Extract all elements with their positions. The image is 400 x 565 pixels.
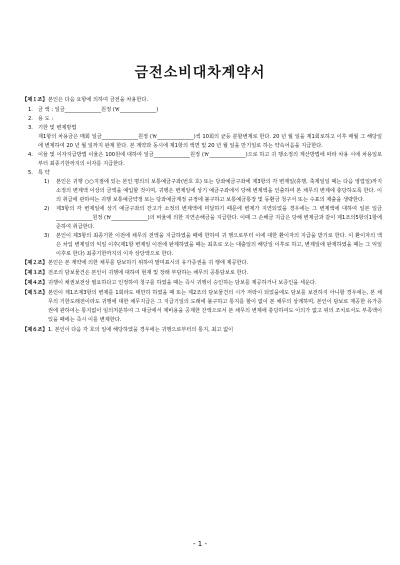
subitem-text: 제3항의 각 변제일에 상기 예금구좌의 잔고가 소정의 변제액에 미달하기 때문에 변제가 지연되었을 경우에는 그 변제액에 대하여 일본 일금______________원정 (￦______________)의 비율에 의한 지연손해금을 지급한다. 이때 그 손해금 지급은 당해 변제금과 같이 제1조의5항의1항에 준하여 취급한다. bbox=[56, 206, 382, 230]
article-5 bbox=[22, 289, 382, 325]
article-4 bbox=[22, 279, 382, 288]
article-text: 본인은 본 계약에 의한 채무를 담보하기 위하여 말미표시의 유가증권을 귀 행에 제공한다. bbox=[48, 260, 249, 266]
article-text: 1. 본인이 다음 각 호의 일에 해당하였을 경우에는 귀행으로부터의 통지, 최고 없이 bbox=[48, 327, 234, 333]
item-interest: 이율 및 이자지급방법 이율은 100원에 대하여 일금______________원정 (￦______________)으로 하고 귀 행소정의 계산방법에 따라 차용 시에 차용일로부터 최종기한까지의 이자를 지급한다. bbox=[38, 152, 382, 167]
item-repayment-heading: 기한 및 변제방법 bbox=[38, 125, 77, 131]
subitem-text: 본인은 귀행 ○○지점에 있는 본인 명의의 보통예금구좌(번호 호) 또는 당좌예금구좌에 제3항의 각 변제일(휴행, 축제일일 때는 다음 영업일)까지 소정의 변제액 이상의 금액을 예입할 것이며, 귀행은 변제일에 상기 예금구좌에서 당해 변제액을 인출하여 본 채무의 변제에 충당하도록 한다. 이의 취급에 관하여는 귀행 보통예금약정 또는 당좌예금계정 규정에 불구하고 보통예금통장 및 동환금 청구서 또는 수표의 제출을 생략한다. bbox=[56, 179, 382, 203]
article-label: 【제１조】 bbox=[22, 97, 48, 103]
list-item: 1. 금 액 : 일금______________원정 (￦______________) bbox=[22, 106, 382, 115]
article-text: 전조의 담보물건은 본인이 귀행에 대하여 현재 및 장래 부담하는 채무의 공통담보로 한다. bbox=[48, 270, 249, 276]
article-3 bbox=[22, 269, 382, 278]
article-label: 【제４조】 bbox=[22, 280, 48, 286]
item-purpose: 용 도 : bbox=[38, 116, 54, 122]
article-2 bbox=[22, 259, 382, 268]
article-label: 【제５조】 bbox=[22, 290, 48, 296]
list-item: 3. 기한 및 변제방법 bbox=[22, 124, 382, 133]
article-1 bbox=[22, 96, 382, 105]
item-special-terms: 특 약 bbox=[38, 170, 50, 176]
list-item: 4. 이율 및 이자지급방법 이율은 100원에 대하여 일금______________원정 (￦______________)으로 하고 귀 행소정의 계산방법에 따라 차용 시에 차용일로부터 최종기한까지의 이자를 지급한다. bbox=[28, 152, 382, 167]
subitem-text: 본인이 제3항의 최종기한 이전에 채무의 전액을 지급하였을 때에 한하여 귀 행으로부터 이에 대한 환이자의 지급을 받기로 한다. 이 환이자의 액은 차입 변제일의 익일 이후(제1항 변제일 이전에 완제하였을 때는 최초로 오는 대출일의 해당일 이후로 하고, 변제일에 완제하였을 때는 그 익일 이후로 한다) 최종기한까지의 이자 상당액으로 한다. bbox=[56, 233, 382, 257]
item-amount: 금 액 : 일금______________원정 (￦______________) bbox=[38, 107, 159, 113]
article-text: 본인은 다음 요항에 의하여 금전을 차용한다. bbox=[48, 97, 149, 103]
article-6 bbox=[22, 326, 382, 335]
list-item: 5. 특 약 bbox=[22, 169, 382, 178]
list-item: 2. 용 도 : bbox=[22, 115, 382, 124]
list-item: 2) 제3항의 각 변제일에 상기 예금구좌의 잔고가 소정의 변제액에 미달하기 때문에 변제가 지연되었을 경우에는 그 변제액에 대하여 일본 일금______________원정 (￦______________)의 비율에 의한 지연손해금을 지급한다. 이때 그 손해금 지급은 당해 변제금과 같이 제1조의5항의1항에 준하여 취급한다. bbox=[44, 206, 382, 230]
article-label: 【제２조】 bbox=[22, 260, 48, 266]
list-item: 3) 본인이 제3항의 최종기한 이전에 채무의 전액을 지급하였을 때에 한하여 귀 행으로부터 이에 대한 환이자의 지급을 받기로 한다. 이 환이자의 액은 차입 변제일의 익일 이후(제1항 변제일 이전에 완제하였을 때는 최초로 오는 대출일의 해당일 이후로 하고, 변제일에 완제하였을 때는 그 익일 이후로 한다) 최종기한까지의 이자 상당액으로 한다. bbox=[44, 233, 382, 257]
list-item bbox=[22, 133, 382, 151]
page-number: - 1 - bbox=[193, 540, 207, 548]
contract-body bbox=[22, 96, 382, 336]
list-item: 1) 본인은 귀행 ○○지점에 있는 본인 명의의 보통예금구좌(번호 호) 또는 당좌예금구좌에 제3항의 각 변제일(휴행, 축제일일 때는 다음 영업일)까지 소정의 변제액 이상의 금액을 예입할 것이며, 귀행은 변제일에 상기 예금구좌에서 당해 변제액을 인출하여 본 채무의 변제에 충당하도록 한다. 이의 취급에 관하여는 귀행 보통예금약정 또는 당좌예금계정 규정에 불구하고 보통예금통장 및 동환금 청구서 또는 수표의 제출을 생략한다. bbox=[44, 179, 382, 203]
article-label: 【제３조】 bbox=[22, 270, 48, 276]
article-text: 본인이 제1조제3항의 변제를 1회라도 태만히 하였을 때 또는 제2조의 담보물건의 시가 저락이 되었을에도 담보를 보전하지 아니할 경우에는, 본 채무의 기한도래전이라도 귀행에 대한 채무지급은 그 지급기일의 도래에 불구하고 통지를 할이 없이 본 채무의 상계하며, 본인이 담보로 제공한 유가증권에 관하여는 통지없이 임의처분하여 그 대금에서 제비용을 공제한 잔액으로서 본 채무의 변제에 충당하여도 이의가 없고 위의 조치로서도 부족액이 있을 때에는 즉시 이를 변제한다. bbox=[48, 290, 382, 323]
item-repayment-text: 제1항의 차용금은 매회 일금______________원정 (￦______________)씩 10회의 균등 분할변제로 한다. 20 년 월 일을 제1회로하고 이후 매월 그 해당일에 변제하여 20 년 월 일까지 완제 한다. 본 계약과 동시에 제1항의 액면 및 20 년 월 일을 만기일로 하는 약속어음을 지급한다. bbox=[38, 134, 382, 149]
article-text: 귀행이 채권보전상 필요하다고 인정하여 청구를 하였을 때는 즉시 귀행이 승인하는 담보를 제공하거나 보증인을 세운다. bbox=[48, 280, 317, 286]
document-title: 금전소비대차계약서 bbox=[134, 65, 266, 81]
article-label: 【제６조】 bbox=[22, 327, 48, 333]
